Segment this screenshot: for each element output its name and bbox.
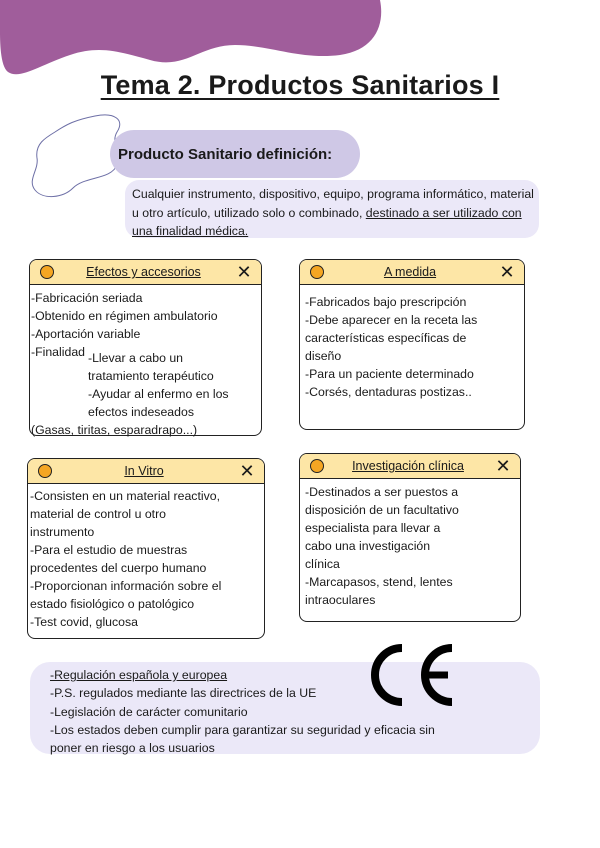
close-icon[interactable]: ✕ [239, 461, 255, 481]
card-line: intraoculares [305, 593, 376, 607]
definition-heading: Producto Sanitario definición: [110, 130, 360, 178]
card-header [300, 454, 520, 479]
card-title: In Vitro [124, 464, 164, 478]
finalidad-item: tratamiento terapéutico [88, 369, 214, 383]
circle-icon [38, 464, 52, 478]
close-icon[interactable]: ✕ [236, 262, 252, 282]
finalidad-row [31, 343, 261, 421]
circle-icon [310, 265, 324, 279]
regulation-line: -Legislación de carácter comunitario [50, 704, 248, 719]
card-line: -Debe aparecer en la receta las [305, 313, 478, 327]
regulation-heading: -Regulación española y europea [50, 668, 228, 682]
finalidad-item: -Llevar a cabo un [88, 351, 184, 365]
card-line: -Corsés, dentaduras postizas.. [305, 385, 472, 399]
card-line: -Fabricados bajo prescripción [305, 295, 467, 309]
card-in-vitro [27, 458, 265, 639]
page-title: Tema 2. Productos Sanitarios I [100, 70, 500, 100]
card-title: Efectos y accesorios [86, 265, 201, 279]
definition-text [132, 185, 537, 241]
card-line: -Para un paciente determinado [305, 367, 474, 381]
finalidad-item: efectos indeseados [88, 405, 194, 419]
regulation-line: -P.S. regulados mediante las directrices de la UE [50, 686, 317, 701]
card-body [28, 484, 264, 631]
card-header [300, 260, 524, 285]
definition-text-plain: Cualquier instrumento, dispositivo, equipo, programa informático, material u otro artículo, utilizado solo o combinado, [132, 187, 534, 220]
card-line: diseño [305, 349, 342, 363]
card-line: -Aportación variable [31, 327, 141, 341]
card-line: -Fabricación seriada [31, 291, 143, 305]
card-a-medida [299, 259, 525, 430]
ce-mark-logo [362, 640, 462, 710]
finalidad-item: -Ayudar al enfermo en los [88, 387, 229, 401]
card-investigacion-clinica [299, 453, 521, 622]
card-line: -Marcapasos, stend, lentes [305, 575, 453, 589]
card-body [30, 285, 261, 439]
card-line: -Consisten en un material reactivo, [30, 489, 221, 503]
finalidad-list [88, 349, 229, 421]
close-icon[interactable]: ✕ [495, 456, 511, 476]
close-icon[interactable]: ✕ [499, 262, 515, 282]
card-line: procedentes del cuerpo humano [30, 561, 207, 575]
circle-icon [310, 459, 324, 473]
card-line: estado fisiológico o patológico [30, 597, 195, 611]
circle-icon [40, 265, 54, 279]
card-header [30, 260, 261, 285]
card-line: -Test covid, glucosa [30, 615, 138, 629]
card-efectos-accesorios [29, 259, 262, 436]
card-line: material de control u otro [30, 507, 167, 521]
card-line: -Destinados a ser puestos a [305, 485, 459, 499]
card-line: características específicas de [305, 331, 467, 345]
card-body [300, 479, 520, 609]
card-title: Investigación clínica [352, 459, 464, 473]
definition-text-underlined: destinado a ser utilizado con una finalidad médica. [132, 205, 522, 238]
card-line: -Para el estudio de muestras [30, 543, 188, 557]
card-line: clínica [305, 557, 340, 571]
regulation-line: -Los estados deben cumplir para garantizar su seguridad y eficacia sin [50, 722, 435, 737]
card-line: -Proporcionan información sobre el [30, 579, 222, 593]
card-footer: (Gasas, tiritas, esparadrapo...) [31, 423, 198, 437]
card-title: A medida [383, 265, 437, 279]
card-line: -Obtenido en régimen ambulatorio [31, 309, 218, 323]
regulation-line: poner en riesgo a los usuarios [50, 741, 215, 756]
card-line: disposición de un facultativo [305, 503, 459, 517]
card-line: especialista para llevar a [305, 521, 441, 535]
card-line: cabo una investigación [305, 539, 431, 553]
card-header [28, 459, 264, 484]
finalidad-label: -Finalidad [31, 345, 85, 359]
card-body [300, 285, 524, 401]
card-line: instrumento [30, 525, 95, 539]
